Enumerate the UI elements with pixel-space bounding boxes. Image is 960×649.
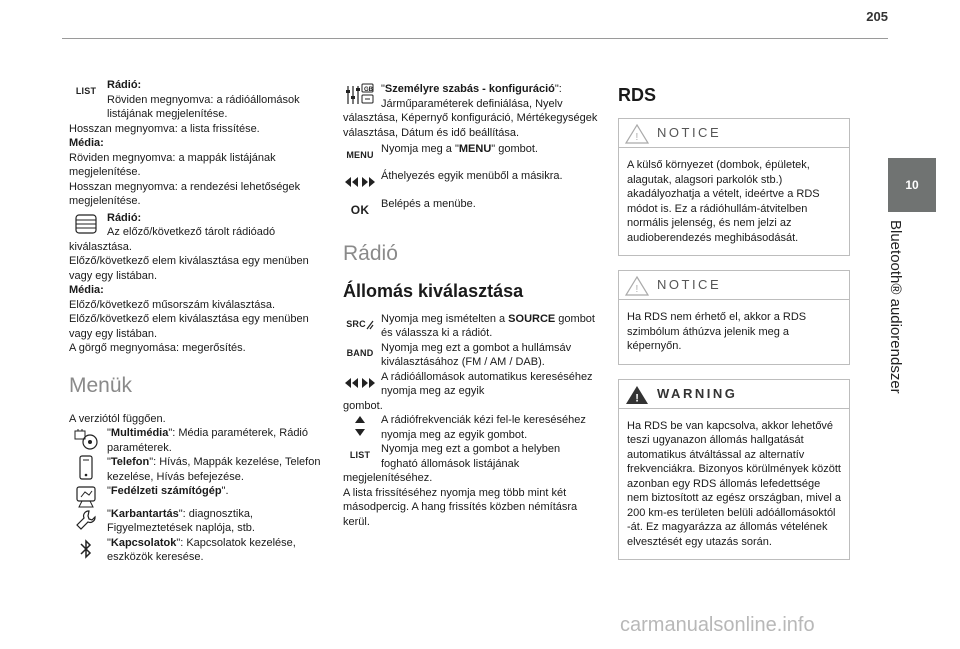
karbantartas-name: Karbantartás (110, 507, 179, 520)
auto-text-b: gombot. (343, 399, 383, 412)
source-button-icon: SRC (343, 314, 377, 336)
notice-header-1 (619, 119, 849, 148)
media2-text2: Előző/következő elem kiválasztása egy menüben vagy egy listában. (69, 313, 309, 340)
arrows-text: Áthelyezés egyik menüből a másikra. (381, 169, 563, 182)
multimedia-name: Multimédia (110, 427, 169, 439)
kapcsolatok-desc: : Kapcsolatok kezelése, eszközök keresése. (107, 536, 296, 563)
phone-icon (69, 457, 103, 479)
ok-text: Belépés a menübe. (381, 198, 476, 210)
warning-icon (625, 385, 649, 405)
notice-icon (625, 124, 649, 144)
column-middle (343, 82, 599, 529)
auto-text-a: A rádióállomások automatikus kereséséhez nyomja meg az egyik (381, 370, 593, 397)
notice-text-2: Ha RDS nem érhető el, akkor a RDS szimbólum áthúzva jelenik meg a képernyőn. (627, 311, 807, 352)
menu-fedelzeti: "Fedélzeti számítógép". (69, 484, 321, 499)
svg-text:!: ! (635, 132, 639, 143)
band-button-icon: BAND (346, 348, 374, 359)
svg-text:GB: GB (364, 87, 373, 93)
menu-multimedia: "Multimédia": Média paraméterek, Rádió paraméterek. (69, 426, 321, 455)
auto-search-row (343, 370, 599, 399)
band-row (343, 341, 599, 370)
band-text: Nyomja meg ezt a gombot a hullámsáv kiválasztásához (FM / AM / DAB). (381, 341, 572, 368)
chapter-tab: 10 (888, 158, 936, 212)
radio-short-text: Röviden megnyomva: a rádióállomások listájának megjelenítése. (107, 93, 300, 120)
media2-text1: Előző/következő műsorszám kiválasztása. (69, 298, 276, 311)
wrench-icon (69, 509, 103, 531)
src-text-bold: SOURCE (508, 312, 556, 325)
radio-label: Rádió: (107, 79, 142, 91)
radio2-text2: Előző/következő elem kiválasztása egy menüben vagy egy listában. (69, 255, 309, 282)
manual-text: A rádiófrekvenciák kézi fel-le kereséséhez nyomja meg az egyik gombot. (381, 414, 586, 441)
multimedia-desc: : Média paraméterek, Rádió paraméterek. (107, 427, 308, 454)
menu-button-row (343, 142, 599, 160)
up-down-arrows-icon (343, 415, 377, 437)
station-heading: Állomás kiválasztása (343, 280, 524, 301)
list-button-row (69, 78, 321, 96)
menu-text-post: " gombot. (491, 143, 538, 155)
ok-row (343, 197, 599, 217)
config-desc-b: választása, Képernyő konfiguráció, Mértékegységek választása, Dátum és idő beállítása. (343, 112, 598, 139)
radio-long-text: Hosszan megnyomva: a lista frissítése. (69, 122, 260, 135)
menu-kapcsolatok: "Kapcsolatok": Kapcsolatok kezelése, eszközök keresése. (69, 536, 321, 565)
src-text-post: gombot és válassza ki a rádiót. (381, 312, 595, 339)
kapcsolatok-name: Kapcsolatok (110, 536, 177, 549)
column-right (618, 78, 850, 574)
svg-text:!: ! (635, 392, 639, 404)
list-button-icon: LIST (75, 85, 97, 96)
top-rule (62, 38, 888, 39)
column-left (69, 78, 321, 565)
ok-button-icon: OK (350, 202, 370, 217)
left-right-arrows-icon (343, 171, 377, 193)
multimedia-icon (69, 428, 103, 450)
warning-text: Ha RDS be van kapcsolva, akkor lehetővé teszi ugyanazon állomás hallgatását automatikus átváltással az alternatív frekvenciákra. Bizonyos körülmények között azonban egy RDS állomás lefedettsége nem biztosított az egész országban, mivel a 200 km-es területen belüli adóállomásoktól -át. Ez magyarázza az állomás vételének elvesztését egy utazás során. (627, 419, 841, 548)
list-text-a: Nyomja meg ezt a gombot a helyben fogható állomások listájának (381, 443, 561, 470)
menu-telefon: "Telefon": Hívás, Mappák kezelése, Telefon kezelése, Hívás befejezése. (69, 455, 321, 484)
media2-label: Média: (69, 284, 104, 296)
media-long-text: Hosszan megnyomva: a rendezési lehetőségek megjelenítése. (69, 180, 301, 207)
chapter-title-vertical: Bluetooth® audiorendszer (887, 220, 904, 394)
scroll-wheel-icon (69, 213, 103, 235)
trip-computer-icon (69, 486, 103, 508)
menu-text-pre: Nyomja meg a " (381, 143, 459, 155)
bluetooth-icon (69, 538, 103, 560)
src-text-pre: Nyomja meg ismételten a (381, 312, 509, 325)
warning-box (618, 379, 850, 561)
manual-search-row (343, 413, 599, 442)
menu-config: GB "Személyre szabás - konfiguráció": Járműparaméterek definiálása, Nyelv (343, 82, 599, 111)
version-text: A verziótól függően. (69, 412, 166, 425)
warning-header (619, 380, 849, 409)
telefon-desc: : Hívás, Mappák kezelése, Telefon kezelése, Hívás befejezése. (107, 456, 321, 483)
menu-text-bold: MENU (458, 143, 492, 155)
watermark: carmanualsonline.info (620, 614, 815, 636)
notice-text-1: A külső környezet (dombok, épületek, alagutak, alagsori parkolók stb.) akadályozhatja a vételt, ideértve a RDS módot is. Ez a rádióhullám-átvitelben normális jelenség, és nem jelzi az audioberendezés meghibásodását. (627, 159, 820, 244)
notice-box-1 (618, 118, 850, 256)
menu-karbantartas: "Karbantartás": diagnosztika, Figyelmeztetések naplója, stb. (69, 507, 321, 536)
radio2-text1: Az előző/következő tárolt rádióadó kiválasztása. (69, 226, 276, 253)
list-button-icon-2: LIST (349, 449, 371, 460)
notice-box-2 (618, 270, 850, 365)
list-text-b: megjelenítéséhez. (343, 472, 433, 484)
rds-heading: RDS (618, 85, 657, 105)
arrows-row (343, 169, 599, 184)
radio2-row (69, 211, 321, 255)
notice-label-1: NOTICE (657, 125, 722, 140)
media-short-text: Röviden megnyomva: a mappák listájának megjelenítése. (69, 151, 276, 178)
list-desc (69, 93, 321, 122)
svg-text:!: ! (635, 284, 639, 295)
source-row (343, 312, 599, 341)
config-name: Személyre szabás - konfiguráció (384, 83, 555, 95)
warning-label: WARNING (657, 385, 738, 401)
seek-arrows-icon (343, 372, 377, 394)
telefon-name: Telefon (110, 456, 150, 468)
page-number: 205 (866, 9, 888, 24)
notice-header-2 (619, 271, 849, 300)
media2-text3: A görgő megnyomása: megerősítés. (69, 342, 246, 354)
menu-button-icon: MENU (346, 149, 374, 160)
karbantartas-desc: : diagnosztika, Figyelmeztetések naplója, stb. (107, 507, 255, 534)
radio2-label: Rádió: (107, 211, 142, 224)
notice-icon (625, 276, 649, 296)
list-row (343, 442, 599, 471)
radio-heading: Rádió (343, 241, 398, 265)
settings-icon (343, 84, 377, 106)
media-label: Média: (69, 137, 104, 149)
refresh-text: A lista frissítéséhez nyomja meg több mint két másodpercig. A hang frissítés közben némításra kerül. (343, 486, 578, 528)
fedelzeti-name: Fedélzeti számítógép (110, 485, 222, 497)
notice-label-2: NOTICE (657, 277, 722, 292)
fedelzeti-desc: . (225, 485, 229, 497)
config-desc-a: : Járműparaméterek definiálása, Nyelv (381, 83, 563, 110)
menus-heading: Menük (69, 373, 133, 397)
